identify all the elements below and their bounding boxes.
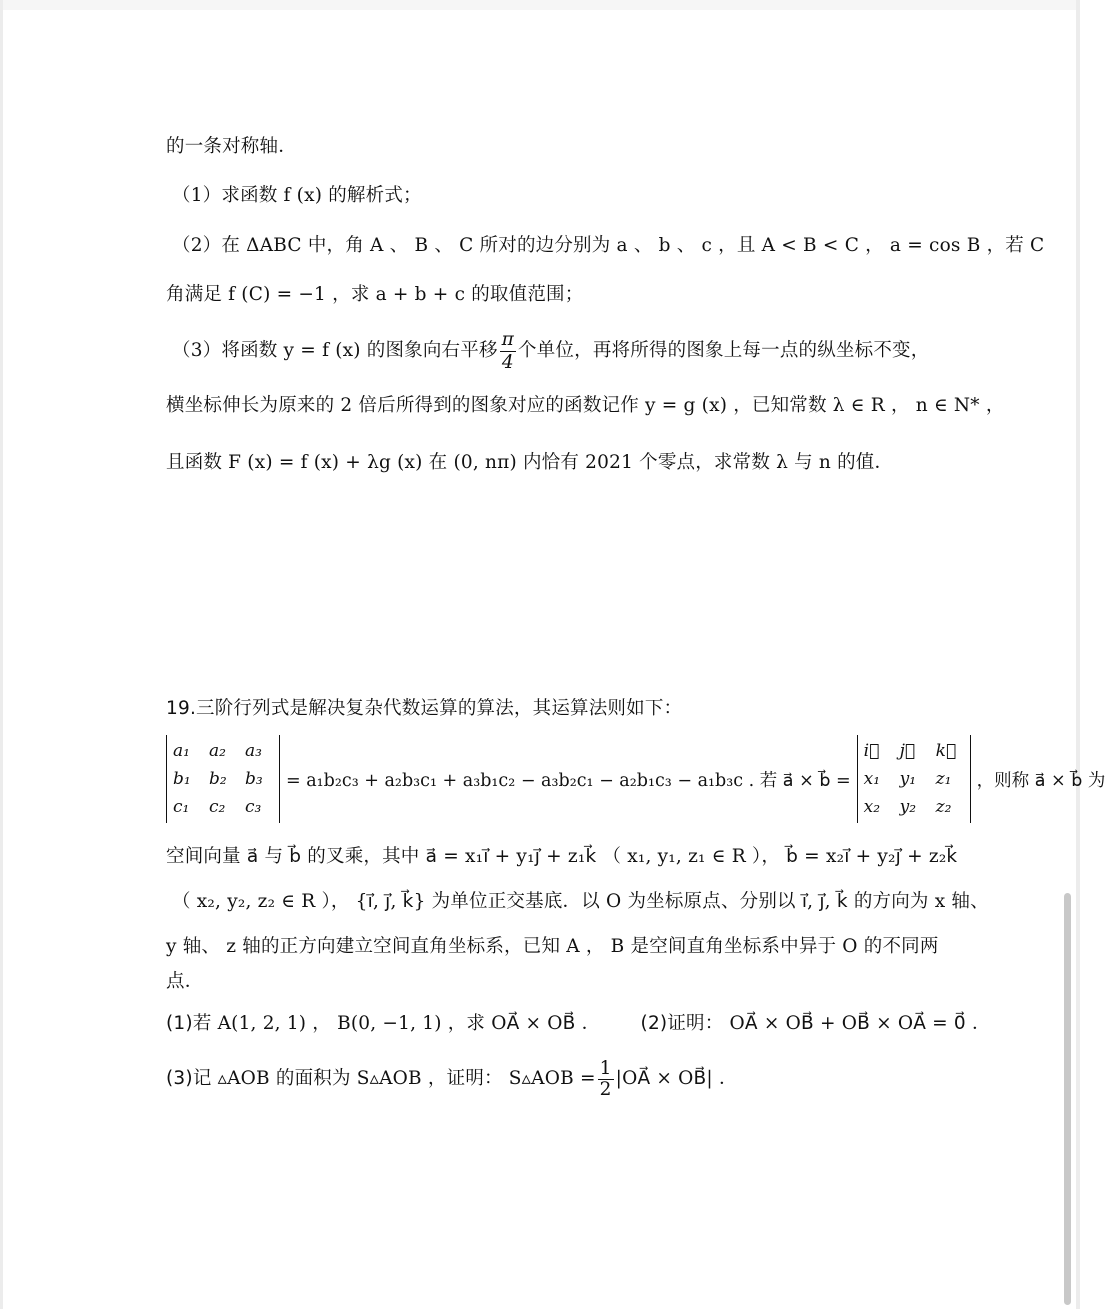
- right-edge: [1076, 0, 1080, 1309]
- question-19-title: 19.三阶行列式是解决复杂代数运算的算法，其运算法则如下：: [166, 698, 683, 719]
- question-19-part-3: [166, 1054, 738, 1104]
- matrix-abc-cell: c₂: [209, 797, 226, 817]
- matrix-ijk-cell: i⃗: [863, 741, 880, 761]
- matrix-abc-cell: b₁: [173, 769, 191, 789]
- matrix-ijk-cell: k⃗: [935, 741, 957, 761]
- part-1-label: (1): [166, 1013, 193, 1034]
- part-2-label: (2): [640, 1013, 668, 1034]
- matrix-abc-cell: b₂: [209, 769, 227, 789]
- determinant-definition: [166, 733, 1111, 825]
- matrix-abc-cell: a₁: [173, 741, 190, 761]
- matrix-ijk-cell: y₁: [899, 769, 917, 789]
- determinant-ijk-matrix: [857, 735, 971, 823]
- question-18-part-2-cont: 角满足 f (C) = −1 ，求 a + b + c 的取值范围；: [166, 284, 584, 305]
- matrix-abc-cell: b₃: [245, 769, 263, 789]
- matrix-ijk-cell: x₂: [863, 797, 881, 817]
- question-18-part-3: [172, 328, 929, 374]
- half-numerator: 1: [599, 1057, 612, 1079]
- matrix-ijk-cell: z₁: [935, 769, 952, 789]
- part-3-text-b: 个单位，再将所得的图象上每一点的纵坐标不变，: [518, 340, 930, 361]
- fraction-denominator: 4: [501, 351, 514, 373]
- vertical-scrollbar[interactable]: [1064, 893, 1071, 1305]
- matrix-ijk-cell: z₂: [935, 797, 952, 817]
- part-2-text: 证明： OA⃗ × OB⃗ + OB⃗ × OA⃗ = 0⃗ ．: [667, 1013, 991, 1034]
- determinant-expansion: = a₁b₂c₃ + a₂b₃c₁ + a₃b₁c₂ − a₃b₂c₁ − a₂b₁c₃ − a₁b₃c . 若 a⃗ × b⃗ =: [286, 770, 851, 791]
- matrix-abc-cell: c₁: [173, 797, 190, 817]
- matrix-abc-cell: a₂: [209, 741, 226, 761]
- fraction-numerator: π: [501, 328, 515, 350]
- left-edge: [0, 0, 3, 1309]
- coordinate-system-line: y 轴、 z 轴的正方向建立空间直角坐标系，已知 A ， B 是空间直角坐标系中异于 O 的不同两: [166, 936, 939, 957]
- one-half-fraction: [598, 1059, 614, 1100]
- question-18-part-2: （2）在 ΔABC 中，角 A 、 B 、 C 所对的边分别为 a 、 b 、 c ，且 A < B < C ， a = cos B ，若 C: [172, 235, 1045, 256]
- part-3-text: 记 ▵AOB 的面积为 S▵AOB ，证明： S▵AOB =: [192, 1068, 596, 1089]
- part-1-text: 若 A(1, 2, 1) ， B(0, −1, 1) ，求 OA⃗ × OB⃗ ．: [192, 1013, 601, 1034]
- question-19-parts-1-2: [166, 1010, 991, 1038]
- determinant-abc-matrix: [166, 735, 280, 823]
- matrix-abc-cell: c₃: [245, 797, 262, 817]
- cross-product-definition: ，则称 a⃗ × b⃗ 为: [976, 770, 1106, 791]
- question-18-part-1: （1）求函数 f (x) 的解析式；: [172, 185, 422, 206]
- part-3-cross-norm: |OA⃗ × OB⃗| ．: [615, 1068, 738, 1089]
- part-3-label: (3): [166, 1068, 193, 1089]
- matrix-abc-cell: a₃: [245, 741, 262, 761]
- line-symmetry-axis: 的一条对称轴．: [166, 136, 297, 157]
- half-denominator: 2: [599, 1078, 612, 1100]
- matrix-ijk-cell: y₂: [899, 797, 917, 817]
- basis-line: （ x₂, y₂, z₂ ∈ R ）， {i⃗, j⃗, k⃗} 为单位正交基底．以 O 为坐标原点、分别以 i⃗, j⃗, k⃗ 的方向为 x 轴、: [172, 891, 989, 912]
- matrix-ijk-cell: x₁: [863, 769, 881, 789]
- points-line: 点．: [166, 971, 204, 992]
- top-edge: [0, 0, 1080, 10]
- cross-product-vectors-line: 空间向量 a⃗ 与 b⃗ 的叉乘，其中 a⃗ = x₁i⃗ + y₁j⃗ + z₁k⃗ （ x₁, y₁, z₁ ∈ R ）， b⃗ = x₂i⃗ + y₂j⃗ + z₂k⃗: [166, 846, 958, 867]
- part-3-text-a: （3）将函数 y = f (x) 的图象向右平移: [172, 340, 498, 361]
- matrix-ijk-cell: j⃗: [899, 741, 916, 761]
- question-18-part-3-cont: 横坐标伸长为原来的 2 倍后所得到的图象对应的函数记作 y = g (x) ，已知常数 λ ∈ R ， n ∈ N* ，: [166, 395, 1005, 416]
- question-18-part-3-end: 且函数 F (x) = f (x) + λg (x) 在 (0, nπ) 内恰有 2021 个零点，求常数 λ 与 n 的值．: [166, 452, 894, 473]
- pi-over-4-fraction: [500, 329, 516, 374]
